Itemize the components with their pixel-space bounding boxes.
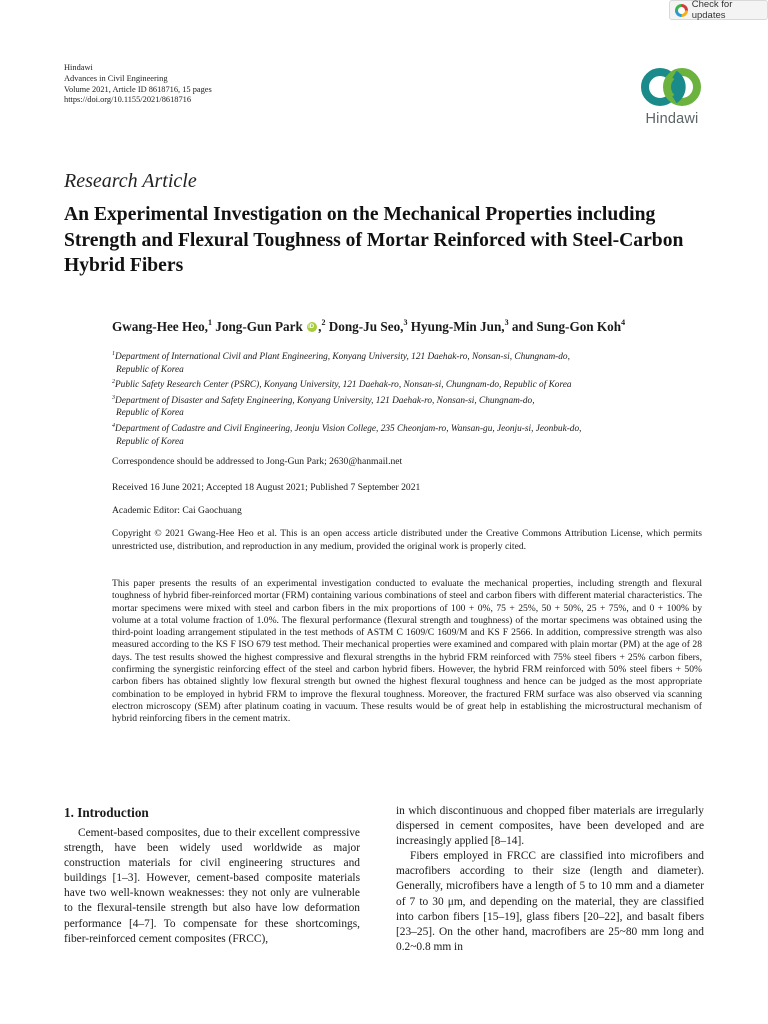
crossmark-icon xyxy=(675,4,688,17)
affiliation-number: 1 xyxy=(112,351,115,357)
body-paragraph: Cement-based composites, due to their excellent compressive strength, have been widely used worldwide as major construction materials for civil engineering structures and buildings [1–3]. However, cement-based composite materials have two well-known weaknesses: they not only are vulnerable to the flexural-tensile strength but also have low deformation performance [4–7]. To compensate for these shortcomings, fiber-reinforced cement composites (FRCC), xyxy=(64,827,360,945)
affiliation-text-cont: Republic of Korea xyxy=(116,364,184,375)
body-column-right xyxy=(396,804,704,955)
paper-title: An Experimental Investigation on the Mechanical Properties including Strength and Flexural Toughness of Mortar Reinforced with Steel-Carbon Hybrid Fibers xyxy=(64,204,684,276)
author-name: and Sung-Gon Koh xyxy=(511,319,622,334)
author-name: Gwang-Hee Heo, xyxy=(112,319,208,334)
affiliation-text-cont: Republic of Korea xyxy=(116,408,184,419)
author-affiliation-number: 2 xyxy=(321,318,326,327)
journal-name: Advances in Civil Engineering xyxy=(64,73,168,83)
affiliation-list xyxy=(112,348,712,448)
hindawi-logo-text: Hindawi xyxy=(645,111,699,127)
affiliation-number: 4 xyxy=(112,422,115,429)
orcid-icon[interactable] xyxy=(307,322,317,332)
copyright-notice: Copyright © 2021 Gwang-Hee Heo et al. This is an open access article distributed under the Creative Commons Attribution License, which permits unrestricted use, distribution, and reproduction in any medium, provided the original work is properly cited. xyxy=(112,528,702,552)
doi-link[interactable]: https://doi.org/10.1155/2021/8618716 xyxy=(64,95,192,105)
author-affiliation-number: 3 xyxy=(403,318,408,327)
affiliation-text: Department of Disaster and Safety Engineering, Konyang University, 121 Daehak-ro, Nonsan-si, Chungnam-do, xyxy=(115,395,535,406)
author-affiliation-number: 4 xyxy=(621,318,626,327)
author-affiliation-number: 3 xyxy=(504,318,509,327)
affiliation-item xyxy=(112,392,712,420)
body-paragraph: Fibers employed in FRCC are classified into microfibers and macrofibers according to their size (length and diameter). Generally, microfibers have a length of 5 to 10 mm and a diameter of 7 to 30 μm, and depending on the material, they are classified into carbon fibers [15–19], glass fibers [20–22], and basalt fibers [23–25]. On the other hand, macrofibers are 25~80 mm long and 0.2~0.8 mm in xyxy=(396,850,704,953)
affiliation-text: Department of International Civil and Plant Engineering, Konyang University, 121 Daehak-ro, Nonsan-si, Chungnam-do, xyxy=(115,352,570,362)
affiliation-text-cont: Republic of Korea xyxy=(116,436,184,447)
abstract-text: This paper presents the results of an experimental investigation conducted to evaluate the mechanical properties, including strength and flexural toughness of hybrid fiber-reinforced mortar (FRM) containing various combinations of steel and carbon fibers with different material characteristics. The mortar specimens were mixed with steel and carbon fibers in the mix proportions of 100 + 0%, 75 + 25%, 50 + 50%, 25 + 75%, and 0 + 100% by volume at a total volume fraction of 1.0%. The flexural performance (flexural strength and toughness) of the mortar specimens was obtained using the third-point loading arrangement stipulated in the test methods of ASTM C 1609/C 1609/M and KS F 2566. In addition, compressive strength was also measured according to the KS F ISO 679 test method. Their mechanical properties were examined and compared with plain mortar (PM) at the age of 28 days. The test results showed the highest compressive and flexural strengths in the hybrid FRM reinforced with 75% steel fibers + 25% carbon fibers, confirming the synergistic reinforcing effect of the steel and carbon hybrid fibers. However, the hybrid FRM reinforced with 50% steel fibers + 50% carbon fibers has obtained slightly low flexural strength but owned the highest flexural toughness and hence can be judged as the most appropriate combination to be employed in hybrid FRM to improve the flexural toughness. Moreover, the fractured FRM surface was also observed via scanning electron microscopy (SEM) after platinum coating in vacuum. These results would be of great help in establishing the microstructural mechanism of hybrid reinforcing fibers in the cement matrix. xyxy=(112,578,702,725)
author-list: Gwang-Hee Heo,$^1$ Jong-Gun Park iD ,$^2$ Dong-Ju Seo,$^3$ Hyung-Min Jun,$^3$ and Sung-Gon Koh$^4$ xyxy=(112,318,712,335)
affiliation-text: Department of Cadastre and Civil Engineering, Jeonju Vision College, 235 Cheonjam-ro, Wansan-gu, Jeonju-si, Jeonbuk-do, xyxy=(115,423,582,434)
journal-meta xyxy=(64,63,212,106)
publisher-name: Hindawi xyxy=(64,63,93,72)
correspondence-note: Correspondence should be addressed to Jong-Gun Park; 2630@hanmail.net xyxy=(112,456,403,467)
affiliation-number: 2 xyxy=(112,379,115,386)
affiliation-text: Public Safety Research Center (PSRC), Konyang University, 121 Daehak-ro, Nonsan-si, Chungnam-do, Republic of Korea xyxy=(115,380,572,391)
author-affiliation-number: 1 xyxy=(207,318,212,327)
affiliation-item xyxy=(112,376,712,392)
body-paragraph: in which discontinuous and chopped fiber materials are irregularly dispersed in cement composites, have been developed and are increasingly applied [8–14]. xyxy=(396,805,704,848)
affiliation-item xyxy=(112,348,712,376)
author-name: Hyung-Min Jun, xyxy=(410,319,505,334)
check-for-updates-button[interactable] xyxy=(669,0,768,20)
section-heading: 1. Introduction xyxy=(64,805,149,820)
check-for-updates-label: Check for updates xyxy=(691,0,733,21)
academic-editor: Academic Editor: Cai Gaochuang xyxy=(112,505,242,516)
body-column-left xyxy=(64,826,360,947)
author-name: Dong-Ju Seo, xyxy=(328,319,404,334)
author-name: Jong-Gun Park xyxy=(215,319,303,334)
volume-info: Volume 2021, Article ID 8618716, 15 pages xyxy=(64,84,212,94)
affiliation-item xyxy=(112,420,712,448)
affiliation-number: 3 xyxy=(112,394,115,401)
publication-dates: Received 16 June 2021; Accepted 18 August 2021; Published 7 September 2021 xyxy=(112,482,421,493)
article-type: Research Article xyxy=(64,170,197,192)
